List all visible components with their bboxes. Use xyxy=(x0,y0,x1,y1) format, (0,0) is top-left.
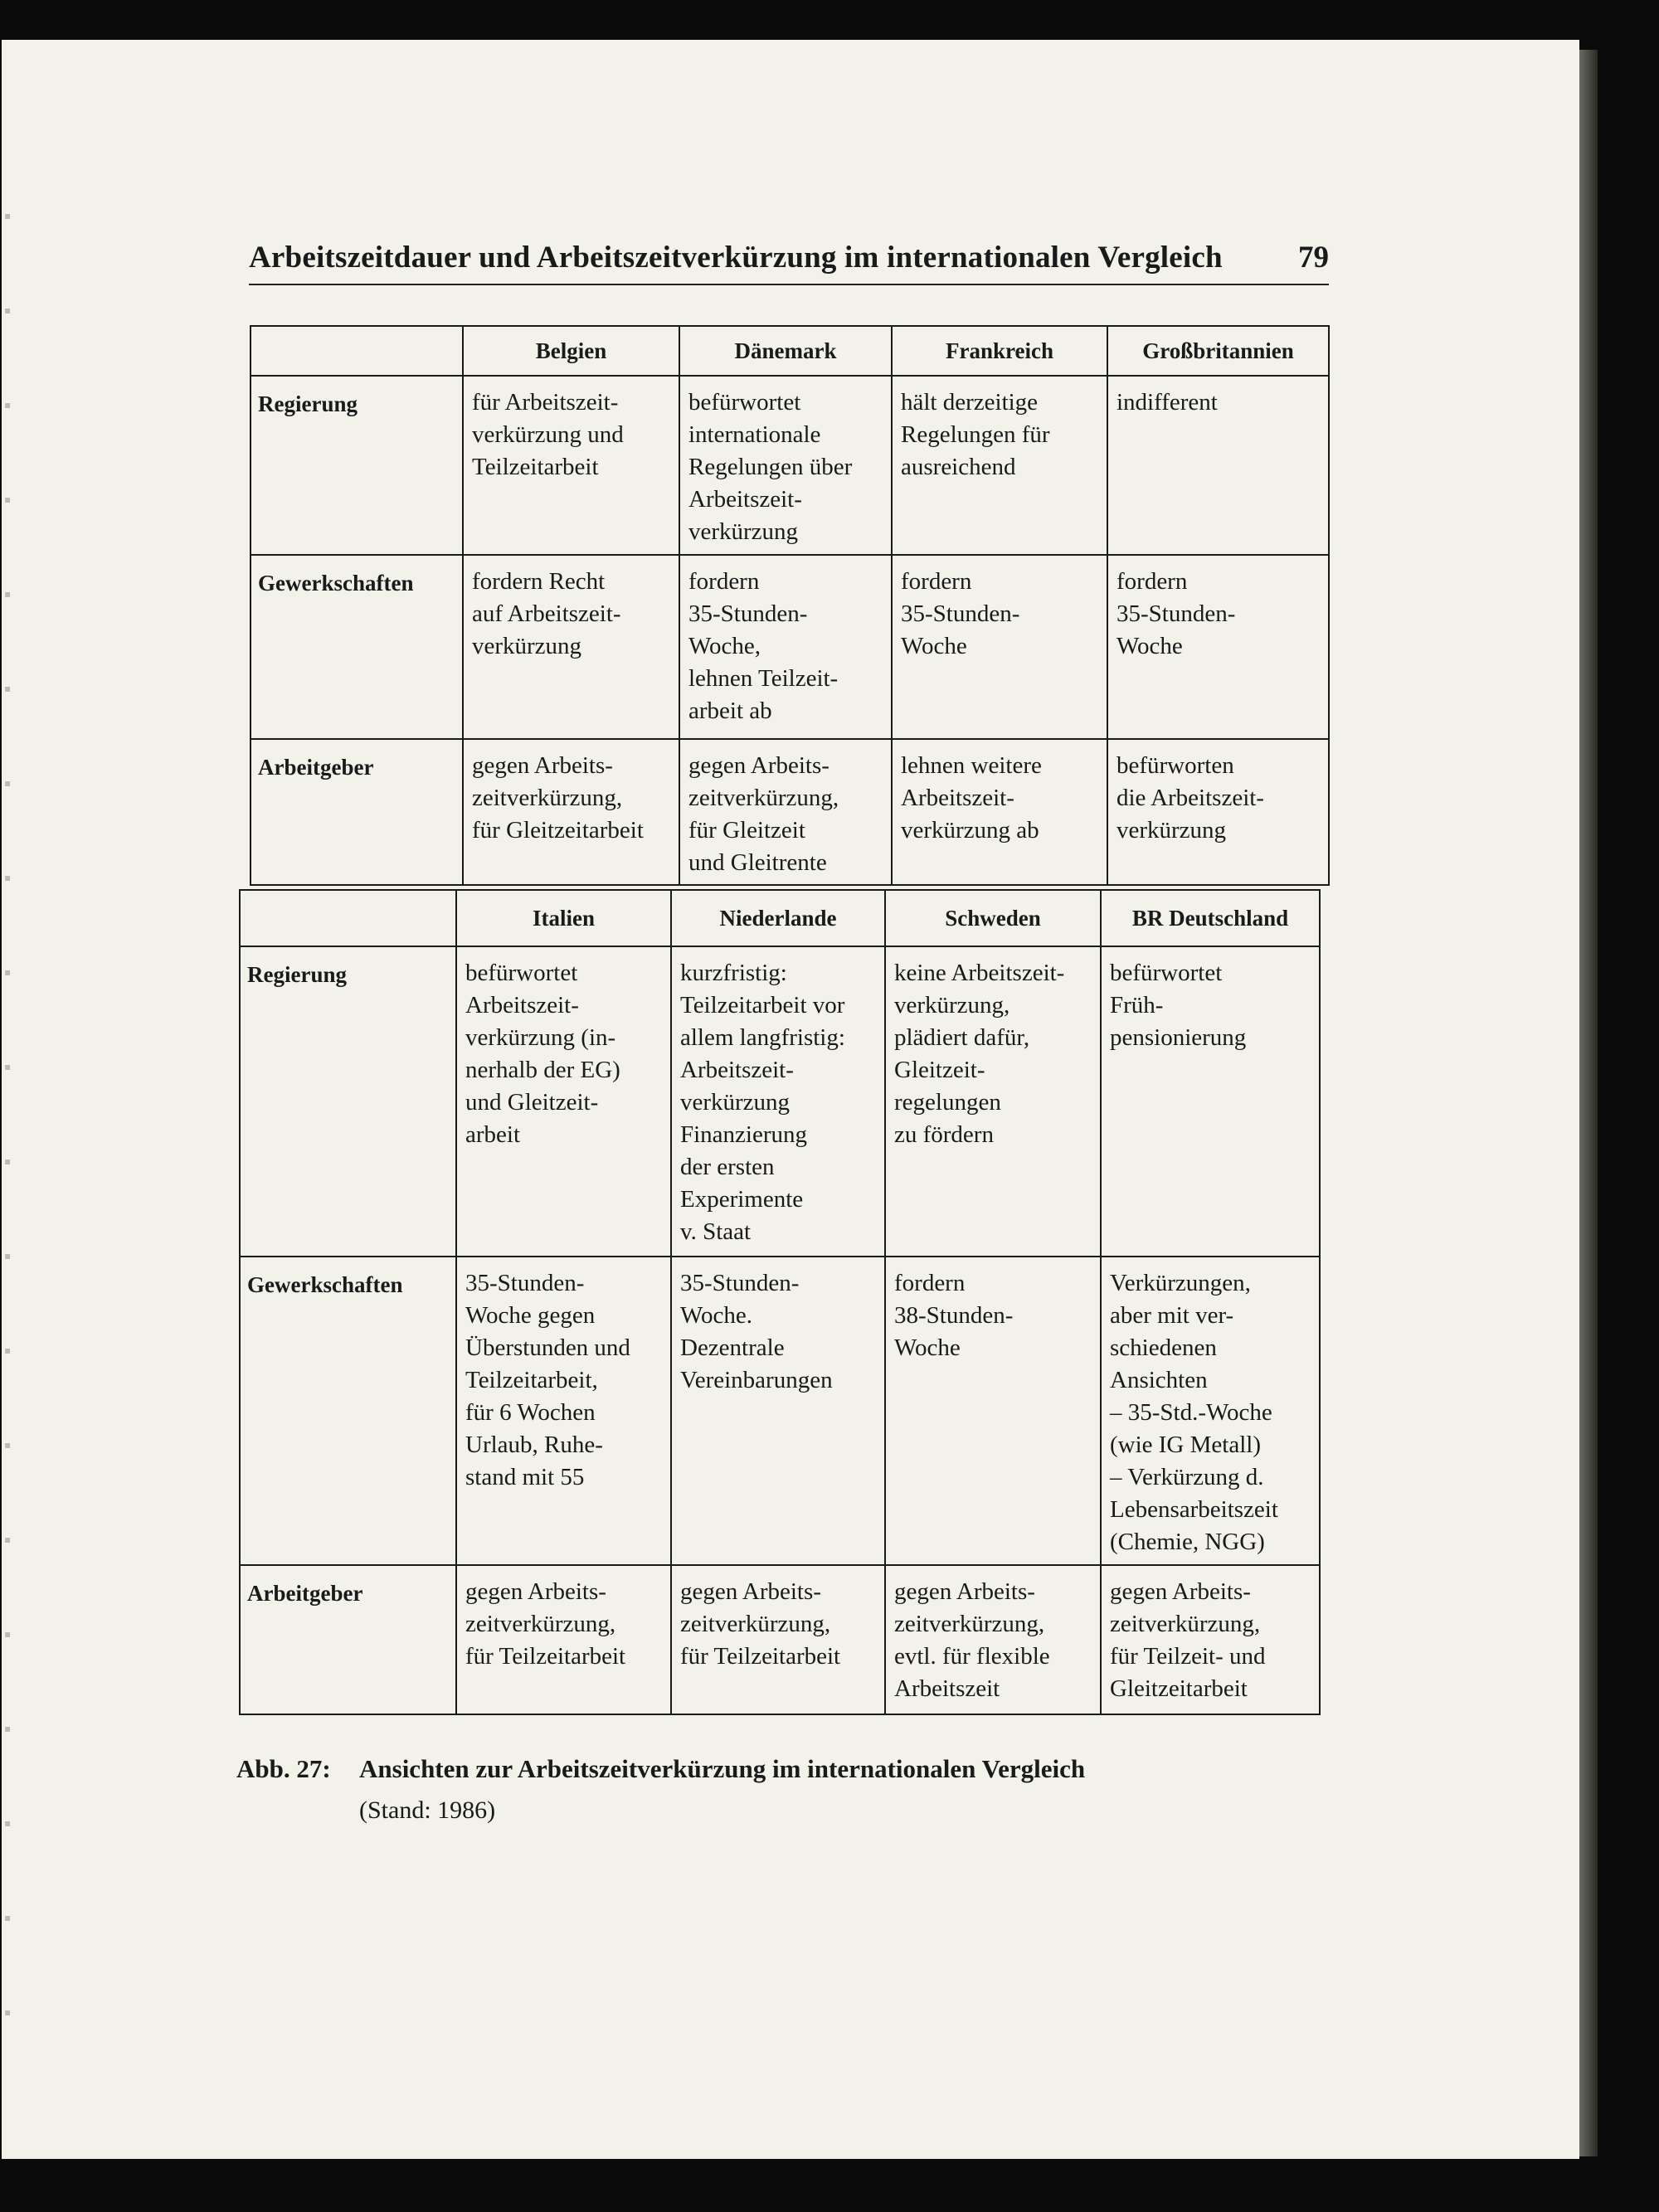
table-cell: Verkürzungen, aber mit ver- schiedenen Ansichten – 35-Std.-Woche (wie IG Metall) – Verkürzung d. Lebensarbeitszeit (Chemie, NGG) xyxy=(1101,1257,1320,1565)
comparison-table-1 xyxy=(250,325,1330,886)
table-cell: indifferent xyxy=(1107,376,1329,555)
table-cell: keine Arbeitszeit- verkürzung, plädiert dafür, Gleitzeit- regelungen zu fördern xyxy=(885,946,1101,1257)
table-cell: lehnen weitere Arbeitszeit- verkürzung ab xyxy=(892,739,1107,885)
table-cell: fordern 35-Stunden- Woche, lehnen Teilzeit- arbeit ab xyxy=(679,555,892,739)
corner-cell xyxy=(240,890,456,946)
row-label: Regierung xyxy=(240,946,456,1257)
country-header: Schweden xyxy=(885,890,1101,946)
page-number: 79 xyxy=(1298,241,1329,275)
table-cell: gegen Arbeits- zeitverkürzung, für Gleitzeitarbeit xyxy=(463,739,679,885)
table-row xyxy=(251,376,1329,555)
table-header-row xyxy=(240,890,1320,946)
comparison-table-2 xyxy=(239,889,1321,1715)
corner-cell xyxy=(251,326,463,376)
table-row xyxy=(251,555,1329,739)
figure-number: Abb. 27: xyxy=(236,1754,331,1783)
country-header: Italien xyxy=(456,890,671,946)
table-cell: gegen Arbeits- zeitverkürzung, für Gleitzeit und Gleitrente xyxy=(679,739,892,885)
country-header: Frankreich xyxy=(892,326,1107,376)
row-label: Arbeitgeber xyxy=(251,739,463,885)
country-header: Dänemark xyxy=(679,326,892,376)
table-header-row xyxy=(251,326,1329,376)
country-header: Großbritannien xyxy=(1107,326,1329,376)
figure-caption xyxy=(236,1754,1085,1784)
row-label: Arbeitgeber xyxy=(240,1565,456,1714)
table-cell: befürwortet Früh- pensionierung xyxy=(1101,946,1320,1257)
table-cell: befürwortet Arbeitszeit- verkürzung (in- nerhalb der EG) und Gleitzeit- arbeit xyxy=(456,946,671,1257)
caption-text: Ansichten zur Arbeitszeitverkürzung im internationalen Vergleich xyxy=(359,1754,1086,1783)
country-header: Niederlande xyxy=(671,890,885,946)
table-row xyxy=(240,946,1320,1257)
table-cell: kurzfristig: Teilzeitarbeit vor allem langfristig: Arbeitszeit- verkürzung Finanzierung der ersten Experimente v. Staat xyxy=(671,946,885,1257)
table-cell: fordern 38-Stunden- Woche xyxy=(885,1257,1101,1565)
country-header: BR Deutschland xyxy=(1101,890,1320,946)
country-header: Belgien xyxy=(463,326,679,376)
row-label: Regierung xyxy=(251,376,463,555)
table-cell: 35-Stunden- Woche. Dezentrale Vereinbarungen xyxy=(671,1257,885,1565)
table-cell: fordern 35-Stunden- Woche xyxy=(1107,555,1329,739)
table-cell: hält derzeitige Regelungen für ausreichend xyxy=(892,376,1107,555)
running-header xyxy=(249,217,1329,285)
table-cell: für Arbeitszeit- verkürzung und Teilzeitarbeit xyxy=(463,376,679,555)
page-edge xyxy=(1579,50,1598,2156)
binding-gutter xyxy=(5,124,10,2032)
table-row xyxy=(251,739,1329,885)
table-cell: fordern Recht auf Arbeitszeit- verkürzung xyxy=(463,555,679,739)
table-cell: 35-Stunden- Woche gegen Überstunden und Teilzeitarbeit, für 6 Wochen Urlaub, Ruhe- stand mit 55 xyxy=(456,1257,671,1565)
row-label: Gewerkschaften xyxy=(240,1257,456,1565)
header-title: Arbeitszeitdauer und Arbeitszeitverkürzung im internationalen Vergleich xyxy=(249,241,1223,275)
table-cell: gegen Arbeits- zeitverkürzung, für Teilzeitarbeit xyxy=(671,1565,885,1714)
table-cell: befürworten die Arbeitszeit- verkürzung xyxy=(1107,739,1329,885)
table-cell: gegen Arbeits- zeitverkürzung, für Teilzeitarbeit xyxy=(456,1565,671,1714)
table-cell: gegen Arbeits- zeitverkürzung, für Teilzeit- und Gleitzeitarbeit xyxy=(1101,1565,1320,1714)
table-row xyxy=(240,1565,1320,1714)
row-label: Gewerkschaften xyxy=(251,555,463,739)
caption-note: (Stand: 1986) xyxy=(359,1796,496,1824)
table-cell: fordern 35-Stunden- Woche xyxy=(892,555,1107,739)
table-row xyxy=(240,1257,1320,1565)
table-cell: befürwortet internationale Regelungen über Arbeitszeit- verkürzung xyxy=(679,376,892,555)
table-cell: gegen Arbeits- zeitverkürzung, evtl. für flexible Arbeitszeit xyxy=(885,1565,1101,1714)
